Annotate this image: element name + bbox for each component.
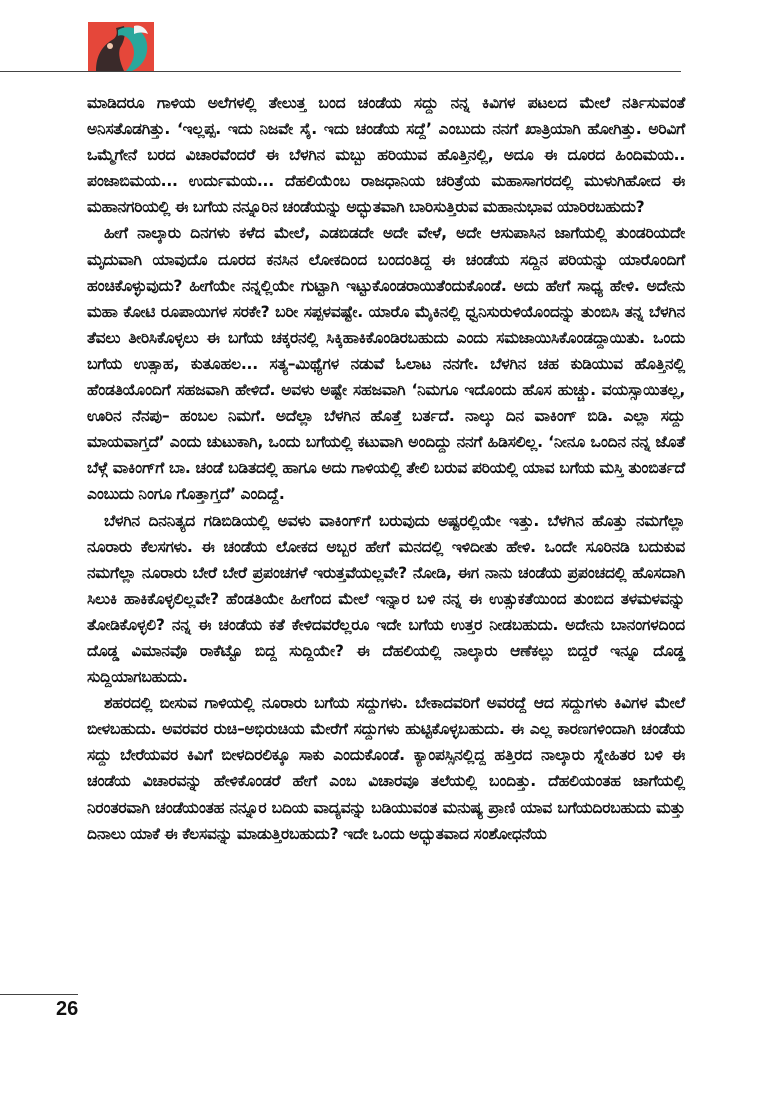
paragraph: ಹೀಗೆ ನಾಲ್ಕಾರು ದಿನಗಳು ಕಳೆದ ಮೇಲೆ, ಎಡಬಿಡದೇ ಅದೇ ವೇಳೆ, ಅದೇ ಆಸುಪಾಸಿನ ಜಾಗೆಯಲ್ಲಿ ತುಂಡರಿಯದೇ ಮೃದುವಾಗಿ ಯಾವುದೊ ದೂರದ ಕನಸಿನ ಲೋಕದಿಂದ ಬಂದಂತಿದ್ದ ಈ ಚಂಡೆಯ ಸದ್ದಿನ ಪರಿಯನ್ನು ಯಾರೊಂದಿಗೆ ಹಂಚಿಕೊಳ್ಳುವುದು? ಹೀಗೆಯೇ ನನ್ನಲ್ಲಿಯೇ ಗುಟ್ಟಾಗಿ ಇಟ್ಟುಕೊಂಡರಾಯಿತೆಂದುಕೊಂಡೆ. ಅದು ಹೇಗೆ ಸಾಧ್ಯ ಹೇಳಿ. ಅದೇನು ಮಹಾ ಕೋಟಿ ರೂಪಾಯಿಗಳ ಸರಕೇ? ಬರೀ ಸಪ್ಪಳವಷ್ಟೇ. ಯಾರೊ ಮೈಕಿನಲ್ಲಿ ಧ್ವನಿಸುರುಳಿಯೊಂದನ್ನು ತುಂಬಿಸಿ ತನ್ನ ಬೆಳಗಿನ ತೆವಲು ತೀರಿಸಿಕೊಳ್ಳಲು ಈ ಬಗೆಯ ಚಕ್ಕರನಲ್ಲಿ ಸಿಕ್ಕಿಹಾಕಿಕೊಂಡಿರಬಹುದು ಎಂದು ಸಮಜಾಯಿಸಿಕೊಂಡದ್ದಾಯಿತು. ಒಂದು ಬಗೆಯ ಉತ್ಸಾಹ, ಕುತೂಹಲ... ಸತ್ಯ–ಮಿಥ್ಯೆಗಳ ನಡುವೆ ಓಲಾಟ ನನಗೇ. ಬೆಳಗಿನ ಚಹ ಕುಡಿಯುವ ಹೊತ್ತಿನಲ್ಲಿ ಹೆಂಡತಿಯೊಂದಿಗೆ ಸಹಜವಾಗಿ ಹೇಳಿದೆ. ಅವಳು ಅಷ್ಟೇ ಸಹಜವಾಗಿ ‘ನಿಮಗೂ ಇದೊಂದು ಹೊಸ ಹುಚ್ಚು. ವಯಸ್ಸಾಯಿತಲ್ಲ, ಊರಿನ ನೆನಪು– ಹಂಬಲ ನಿಮಗೆ. ಅದೆಲ್ಲಾ ಬೆಳಗಿನ ಹೊತ್ತೆ ಬರ್ತದೆ. ನಾಲ್ಕು ದಿನ ವಾಕಿಂಗ್ ಬಿಡಿ. ಎಲ್ಲಾ ಸದ್ದು ಮಾಯವಾಗ್ತದೆ’ ಎಂದು ಚುಟುಕಾಗಿ, ಒಂದು ಬಗೆಯಲ್ಲಿ ಕಟುವಾಗಿ ಅಂದಿದ್ದು ನನಗೆ ಹಿಡಿಸಲಿಲ್ಲ. ‘ನೀನೂ ಒಂದಿನ ನನ್ನ ಜೊತೆ ಬೆಳ್ಗೆ ವಾಕಿಂಗ್‌ಗೆ ಬಾ. ಚಂಡೆ ಬಡಿತದಲ್ಲಿ ಹಾಗೂ ಅದು ಗಾಳಿಯಲ್ಲಿ ತೇಲಿ ಬರುವ ಪರಿಯಲ್ಲಿ ಯಾವ ಬಗೆಯ ಮಸ್ತಿ ತುಂಬಿರ್ತದೆ ಎಂಬುದು ನಿಂಗೂ ಗೊತ್ತಾಗ್ತದೆ’ ಎಂದಿದ್ದೆ. [87,224,685,504]
face-profile-logo-icon [88,22,154,71]
footer-divider [0,994,78,995]
article-body [87,90,685,847]
header-divider [0,71,681,72]
page-number: 26 [56,998,79,1020]
paragraph: ಶಹರದಲ್ಲಿ ಬೀಸುವ ಗಾಳಿಯಲ್ಲಿ ನೂರಾರು ಬಗೆಯ ಸದ್ದುಗಳು. ಬೇಕಾದವರಿಗೆ ಅವರದ್ದೆ ಆದ ಸದ್ದುಗಳು ಕಿವಿಗಳ ಮೇಲೆ ಬೀಳಬಹುದು. ಅವರವರ ರುಚಿ–ಅಭಿರುಚಿಯ ಮೇರೆಗೆ ಸದ್ದುಗಳು ಹುಟ್ಟಿಕೊಳ್ಳಬಹುದು. ಈ ಎಲ್ಲ ಕಾರಣಗಳಿಂದಾಗಿ ಚಂಡೆಯ ಸದ್ದು ಬೇರೆಯವರ ಕಿವಿಗೆ ಬೀಳದಿರಲಿಕ್ಕೂ ಸಾಕು ಎಂದುಕೊಂಡೆ. ಕ್ಯಾಂಪಸ್ಸಿನಲ್ಲಿದ್ದ ಹತ್ತಿರದ ನಾಲ್ಕಾರು ಸ್ನೇಹಿತರ ಬಳಿ ಈ ಚಂಡೆಯ ವಿಚಾರವನ್ನು ಹೇಳಿಕೊಂಡರೆ ಹೇಗೆ ಎಂಬ ವಿಚಾರವೂ ತಲೆಯಲ್ಲಿ ಬಂದಿತ್ತು. ದೆಹಲಿಯಂತಹ ಜಾಗೆಯಲ್ಲಿ ನಿರಂತರವಾಗಿ ಚಂಡೆಯಂತಹ ನನ್ನೂರ ಬದಿಯ ವಾದ್ಯವನ್ನು ಬಡಿಯುವಂತ ಮನುಷ್ಯ ಪ್ರಾಣಿ ಯಾವ ಬಗೆಯದಿರಬಹುದು ಮತ್ತು ದಿನಾಲು ಯಾಕೆ ಈ ಕೆಲಸವನ್ನು ಮಾಡುತ್ತಿರಬಹುದು? ಇದೇ ಒಂದು ಅದ್ಭುತವಾದ ಸಂಶೋಧನೆಯ [87,694,685,843]
paragraph: ಬೆಳಗಿನ ದಿನನಿತ್ಯದ ಗಡಿಬಿಡಿಯಲ್ಲಿ ಅವಳು ವಾಕಿಂಗ್‌ಗೆ ಬರುವುದು ಅಷ್ಟರಲ್ಲಿಯೇ ಇತ್ತು. ಬೆಳಗಿನ ಹೊತ್ತು ನಮಗೆಲ್ಲಾ ನೂರಾರು ಕೆಲಸಗಳು. ಈ ಚಂಡೆಯ ಲೋಕದ ಅಬ್ಬರ ಹೇಗೆ ಮನದಲ್ಲಿ ಇಳಿದೀತು ಹೇಳಿ. ಒಂದೇ ಸೂರಿನಡಿ ಬದುಕುವ ನಮಗೆಲ್ಲಾ ನೂರಾರು ಬೇರೆ ಬೇರೆ ಪ್ರಪಂಚಗಳೆ ಇರುತ್ತವೆಯಲ್ಲವೇ? ನೋಡಿ, ಈಗ ನಾನು ಚಂಡೆಯ ಪ್ರಪಂಚದಲ್ಲಿ ಹೊಸದಾಗಿ ಸಿಲುಕಿ ಹಾಕಿಕೊಳ್ಳಲಿಲ್ಲವೇ? ಹೆಂಡತಿಯೇ ಹೀಗೆಂದ ಮೇಲೆ ಇನ್ನಾರ ಬಳಿ ನನ್ನ ಈ ಉತ್ಸುಕತೆಯಿಂದ ತುಂಬಿದ ತಳಮಳವನ್ನು ತೋಡಿಕೊಳ್ಳಲಿ? ನನ್ನ ಈ ಚಂಡೆಯ ಕತೆ ಕೇಳಿದವರೆಲ್ಲರೂ ಇದೇ ಬಗೆಯ ಉತ್ತರ ನೀಡಬಹುದು. ಅದೇನು ಬಾನಂಗಳದಿಂದ ದೊಡ್ಡ ವಿಮಾನವೊ ರಾಕೆಟ್ಟೊ ಬಿದ್ದ ಸುದ್ದಿಯೇ? ಈ ದೆಹಲಿಯಲ್ಲಿ ನಾಲ್ಕಾರು ಆಣೆಕಲ್ಲು ಬಿದ್ದರೆ ಇನ್ನೂ ದೊಡ್ಡ ಸುದ್ದಿಯಾಗಬಹುದು. [87,511,685,687]
paragraph: ಮಾಡಿದರೂ ಗಾಳಿಯ ಅಲೆಗಳಲ್ಲಿ ತೇಲುತ್ತ ಬಂದ ಚಂಡೆಯ ಸದ್ದು ನನ್ನ ಕಿವಿಗಳ ಪಟಲದ ಮೇಲೆ ನರ್ತಿಸುವಂತೆ ಅನಿಸತೊಡಗಿತ್ತು. ‘ಇಲ್ಲಪ್ಪ. ಇದು ನಿಜವೇ ಸೈ. ಇದು ಚಂಡೆಯ ಸದ್ದೆ’ ಎಂಬುದು ನನಗೆ ಖಾತ್ರಿಯಾಗಿ ಹೋಗಿತ್ತು. ಅರಿವಿಗೆ ಒಮ್ಮೆಗೇನೆ ಬರದ ವಿಚಾರವೆಂದರೆ ಈ ಬೆಳಗಿನ ಮಬ್ಬು ಹರಿಯುವ ಹೊತ್ತಿನಲ್ಲಿ, ಅದೂ ಈ ದೂರದ ಹಿಂದಿಮಯ.. ಪಂಜಾಬಿಮಯ... ಉರ್ದುಮಯ... ದೆಹಲಿಯೆಂಬ ರಾಜಧಾನಿಯ ಚರಿತ್ರೆಯ ಮಹಾಸಾಗರದಲ್ಲಿ ಮುಳುಗಿಹೋದ ಈ ಮಹಾನಗರಿಯಲ್ಲಿ ಈ ಬಗೆಯ ನನ್ನೂರಿನ ಚಂಡೆಯನ್ನು ಅದ್ಭುತವಾಗಿ ಬಾರಿಸುತ್ತಿರುವ ಮಹಾನುಭಾವ ಯಾರಿರಬಹುದು? [87,94,685,217]
